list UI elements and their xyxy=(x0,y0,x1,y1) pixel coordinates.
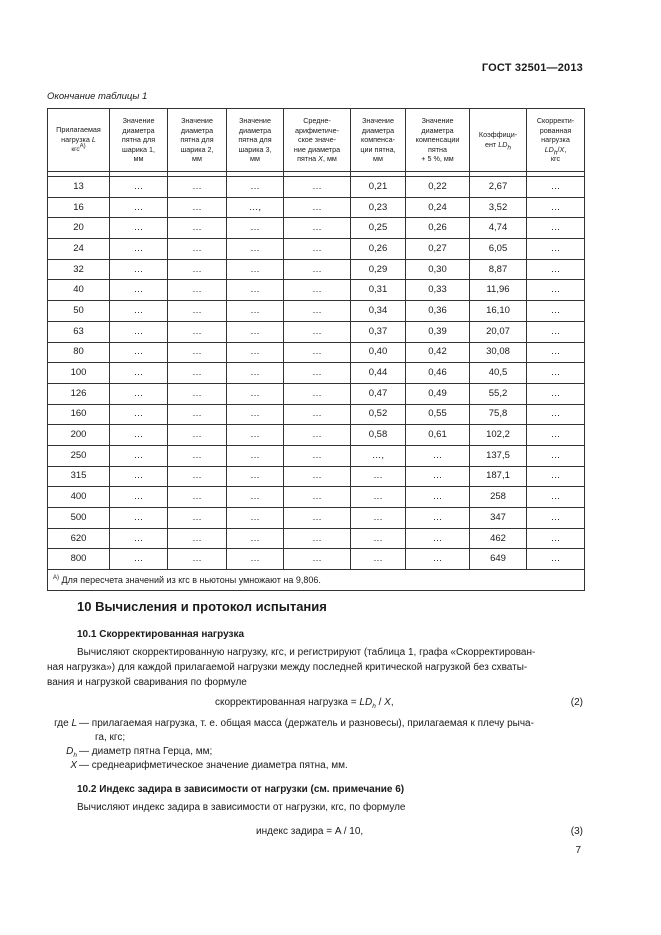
table-cell-load: 160 xyxy=(48,404,110,425)
table-cell-comp: 0,26 xyxy=(351,239,406,260)
table-cell-comp: 0,34 xyxy=(351,301,406,322)
table-cell-d3: … xyxy=(227,445,284,466)
table-cell-d2: … xyxy=(168,487,227,508)
table-cell-d2: … xyxy=(168,404,227,425)
table-cell-mean: … xyxy=(284,383,351,404)
column-header-d1: Значение диаметра пятна для шарика 1, мм xyxy=(110,109,168,172)
table-row xyxy=(48,383,585,404)
table-cell-d1: … xyxy=(110,280,168,301)
table-cell-comp: 0,21 xyxy=(351,177,406,198)
table-cell-load: 315 xyxy=(48,466,110,487)
table-cell-coef: 462 xyxy=(470,528,527,549)
table-cell-comp5: 0,22 xyxy=(406,177,470,198)
table-cell-corr: … xyxy=(527,301,585,322)
table-cell-comp: 0,44 xyxy=(351,363,406,384)
where-item xyxy=(47,731,584,745)
table-row xyxy=(48,549,585,570)
table-cell-d1: … xyxy=(110,239,168,260)
formula-2-number: (2) xyxy=(570,697,583,708)
table-cell-load: 40 xyxy=(48,280,110,301)
table-cell-d2: … xyxy=(168,549,227,570)
table-cell-coef: 3,52 xyxy=(470,197,527,218)
table-cell-d1: … xyxy=(110,363,168,384)
table-row xyxy=(48,445,585,466)
table-cell-mean: … xyxy=(284,301,351,322)
table-row xyxy=(48,301,585,322)
table-cell-corr: … xyxy=(527,528,585,549)
where-item xyxy=(47,745,584,759)
table-cell-d3: … xyxy=(227,508,284,529)
column-header-mean: Средне- арифметиче- ское значе- ние диаметра пятна X, мм xyxy=(284,109,351,172)
table-cell-corr: … xyxy=(527,239,585,260)
table-cell-mean: … xyxy=(284,508,351,529)
table-cell-d3: … xyxy=(227,528,284,549)
table-cell-comp: …, xyxy=(351,445,406,466)
table-footnote xyxy=(48,570,585,591)
table-cell-load: 24 xyxy=(48,239,110,260)
table-row xyxy=(48,218,585,239)
column-header-d3: Значение диаметра пятна для шарика 3, мм xyxy=(227,109,284,172)
where-text: — диаметр пятна Герца, мм; xyxy=(79,746,213,757)
table-cell-mean: … xyxy=(284,239,351,260)
table-cell-load: 200 xyxy=(48,425,110,446)
table-cell-d3: …, xyxy=(227,197,284,218)
table-cell-d3: … xyxy=(227,383,284,404)
table-cell-corr: … xyxy=(527,259,585,280)
table-cell-comp: 0,23 xyxy=(351,197,406,218)
table-row xyxy=(48,425,585,446)
table-cell-d3: … xyxy=(227,239,284,260)
table-cell-corr: … xyxy=(527,425,585,446)
column-header-d2: Значение диаметра пятна для шарика 2, мм xyxy=(168,109,227,172)
table-cell-comp: … xyxy=(351,528,406,549)
table-row xyxy=(48,508,585,529)
table-cell-d2: … xyxy=(168,528,227,549)
table-cell-comp5: … xyxy=(406,508,470,529)
table-cell-load: 20 xyxy=(48,218,110,239)
table-cell-d2: … xyxy=(168,280,227,301)
table-row xyxy=(48,280,585,301)
table-cell-corr: … xyxy=(527,383,585,404)
column-header-coef: Коэффици- ент $LD_h$ xyxy=(470,109,527,172)
table-cell-comp5: … xyxy=(406,528,470,549)
footnote-mark: А) xyxy=(53,575,59,582)
table-cell-d3: … xyxy=(227,301,284,322)
column-header-comp: Значение диаметра компенса- ции пятна, мм xyxy=(351,109,406,172)
table-cell-d1: … xyxy=(110,197,168,218)
table-cell-comp5: 0,55 xyxy=(406,404,470,425)
table-cell-mean: … xyxy=(284,404,351,425)
table-cell-coef: 11,96 xyxy=(470,280,527,301)
table-cell-coef: 649 xyxy=(470,549,527,570)
where-item xyxy=(47,717,584,731)
table-cell-corr: … xyxy=(527,466,585,487)
table-cell-corr: … xyxy=(527,445,585,466)
table-cell-d1: … xyxy=(110,259,168,280)
formula-3-number: (3) xyxy=(570,826,583,837)
table-caption: Окончание таблицы 1 xyxy=(47,91,148,102)
table-cell-coef: 2,67 xyxy=(470,177,527,198)
table-cell-coef: 258 xyxy=(470,487,527,508)
table-cell-coef: 75,8 xyxy=(470,404,527,425)
table-cell-d3: … xyxy=(227,466,284,487)
table-cell-d1: … xyxy=(110,549,168,570)
table-cell-d1: … xyxy=(110,487,168,508)
table-cell-comp5: … xyxy=(406,487,470,508)
table-cell-mean: … xyxy=(284,445,351,466)
table-row xyxy=(48,342,585,363)
table-cell-coef: 137,5 xyxy=(470,445,527,466)
table-cell-coef: 187,1 xyxy=(470,466,527,487)
column-header-corr: Скорректи- рованная нагрузка $LD_h/X$, кгс xyxy=(527,109,585,172)
table-cell-d3: … xyxy=(227,363,284,384)
table-cell-mean: … xyxy=(284,487,351,508)
table-cell-comp: 0,29 xyxy=(351,259,406,280)
section-10-2-title: 10.2 Индекс задира в зависимости от нагрузки (см. примечание 6) xyxy=(77,784,405,795)
table-cell-comp: … xyxy=(351,549,406,570)
table-cell-coef: 4,74 xyxy=(470,218,527,239)
table-cell-d2: … xyxy=(168,301,227,322)
table-cell-mean: … xyxy=(284,425,351,446)
table-cell-load: 400 xyxy=(48,487,110,508)
table-cell-d3: … xyxy=(227,177,284,198)
table-cell-comp5: 0,46 xyxy=(406,363,470,384)
table-cell-d2: … xyxy=(168,177,227,198)
table-row xyxy=(48,177,585,198)
table-cell-comp: 0,37 xyxy=(351,321,406,342)
table-cell-comp5: 0,24 xyxy=(406,197,470,218)
table-cell-mean: … xyxy=(284,197,351,218)
table-cell-comp5: 0,30 xyxy=(406,259,470,280)
table-cell-comp: 0,58 xyxy=(351,425,406,446)
where-symbol: X xyxy=(70,760,77,771)
table-cell-d1: … xyxy=(110,301,168,322)
footnote-text: Для пересчета значений из кгс в ньютоны умножают на 9,806. xyxy=(59,575,321,586)
table-cell-mean: … xyxy=(284,528,351,549)
table-row xyxy=(48,321,585,342)
table-cell-d1: … xyxy=(110,466,168,487)
table-cell-load: 50 xyxy=(48,301,110,322)
table-cell-comp5: 0,61 xyxy=(406,425,470,446)
table-cell-corr: … xyxy=(527,280,585,301)
table-cell-mean: … xyxy=(284,218,351,239)
data-table xyxy=(47,108,585,591)
column-header-load: Прилагаемая нагрузка L кгс$^{А)}$ xyxy=(48,109,110,172)
formula-3: индекс задира = A / 10, xyxy=(256,826,364,837)
table-cell-d2: … xyxy=(168,197,227,218)
table-cell-d2: … xyxy=(168,218,227,239)
table-cell-d1: … xyxy=(110,404,168,425)
table-cell-load: 500 xyxy=(48,508,110,529)
table-cell-load: 16 xyxy=(48,197,110,218)
table-cell-mean: … xyxy=(284,259,351,280)
table-cell-coef: 30,08 xyxy=(470,342,527,363)
paragraph-line: ная нагрузка») для каждой прилагаемой нагрузки между последней критической нагрузкой без схваты- xyxy=(47,662,528,673)
table-cell-comp5: 0,26 xyxy=(406,218,470,239)
table-cell-d2: … xyxy=(168,321,227,342)
table-cell-d2: … xyxy=(168,508,227,529)
table-cell-load: 13 xyxy=(48,177,110,198)
table-header-row xyxy=(48,109,585,172)
paragraph-line: Вычисляют скорректированную нагрузку, кгс, и регистрируют (таблица 1, графа «Скорректирован- xyxy=(77,647,536,658)
where-text: — среднеарифметическое значение диаметра пятна, мм. xyxy=(79,760,348,771)
where-symbol: $D_h$ xyxy=(66,746,77,759)
standard-header: ГОСТ 32501—2013 xyxy=(481,62,583,74)
table-cell-comp5: … xyxy=(406,445,470,466)
table-cell-load: 126 xyxy=(48,383,110,404)
where-text: — прилагаемая нагрузка, т. е. общая масса (держатель и разновесы), прилагаемая к плечу рыча- xyxy=(79,718,534,729)
table-cell-corr: … xyxy=(527,197,585,218)
table-cell-mean: … xyxy=(284,363,351,384)
table-cell-d1: … xyxy=(110,218,168,239)
table-cell-comp5: 0,36 xyxy=(406,301,470,322)
where-symbol: где L xyxy=(54,718,77,729)
table-cell-comp5: 0,39 xyxy=(406,321,470,342)
table-cell-comp5: … xyxy=(406,549,470,570)
table-cell-mean: … xyxy=(284,177,351,198)
table-cell-coef: 55,2 xyxy=(470,383,527,404)
table-cell-comp5: 0,33 xyxy=(406,280,470,301)
where-text: га, кгс; xyxy=(95,732,126,743)
table-cell-load: 80 xyxy=(48,342,110,363)
table-cell-comp5: 0,49 xyxy=(406,383,470,404)
table-cell-d2: … xyxy=(168,259,227,280)
table-cell-load: 620 xyxy=(48,528,110,549)
table-row xyxy=(48,404,585,425)
table-cell-d1: … xyxy=(110,321,168,342)
where-item xyxy=(47,759,584,773)
table-cell-coef: 20,07 xyxy=(470,321,527,342)
table-cell-d3: … xyxy=(227,321,284,342)
table-cell-d1: … xyxy=(110,342,168,363)
table-cell-d3: … xyxy=(227,259,284,280)
formula-2: скорректированная нагрузка = $LD_h$ / X, xyxy=(215,697,394,710)
table-cell-load: 32 xyxy=(48,259,110,280)
section-10-1-paragraph xyxy=(47,645,584,690)
table-cell-mean: … xyxy=(284,280,351,301)
table-row xyxy=(48,528,585,549)
table-cell-coef: 102,2 xyxy=(470,425,527,446)
table-cell-d1: … xyxy=(110,528,168,549)
table-cell-comp: … xyxy=(351,487,406,508)
table-cell-d1: … xyxy=(110,177,168,198)
table-cell-mean: … xyxy=(284,549,351,570)
table-cell-corr: … xyxy=(527,508,585,529)
table-row xyxy=(48,259,585,280)
table-row xyxy=(48,363,585,384)
table-cell-corr: … xyxy=(527,404,585,425)
table-cell-coef: 16,10 xyxy=(470,301,527,322)
table-cell-comp5: 0,27 xyxy=(406,239,470,260)
table-cell-corr: … xyxy=(527,321,585,342)
table-cell-d2: … xyxy=(168,383,227,404)
table-cell-comp: … xyxy=(351,508,406,529)
page-number: 7 xyxy=(575,845,581,856)
table-cell-d1: … xyxy=(110,383,168,404)
table-row xyxy=(48,487,585,508)
table-row xyxy=(48,197,585,218)
table-cell-comp5: … xyxy=(406,466,470,487)
section-10-title: 10 Вычисления и протокол испытания xyxy=(77,599,327,614)
table-cell-corr: … xyxy=(527,487,585,508)
section-10-1-title: 10.1 Скорректированная нагрузка xyxy=(77,629,245,640)
table-cell-comp: … xyxy=(351,466,406,487)
table-row xyxy=(48,466,585,487)
table-cell-coef: 6,05 xyxy=(470,239,527,260)
table-cell-d1: … xyxy=(110,445,168,466)
table-cell-load: 800 xyxy=(48,549,110,570)
table-cell-d2: … xyxy=(168,239,227,260)
paragraph-line: вания и нагрузкой сваривания по формуле xyxy=(47,677,247,688)
table-cell-d3: … xyxy=(227,404,284,425)
table-cell-d3: … xyxy=(227,425,284,446)
table-cell-comp: 0,47 xyxy=(351,383,406,404)
table-cell-load: 250 xyxy=(48,445,110,466)
table-cell-corr: … xyxy=(527,342,585,363)
footnote-row xyxy=(48,570,585,591)
table-cell-corr: … xyxy=(527,218,585,239)
table-cell-d3: … xyxy=(227,218,284,239)
table-cell-coef: 8,87 xyxy=(470,259,527,280)
table-cell-comp: 0,52 xyxy=(351,404,406,425)
table-cell-load: 63 xyxy=(48,321,110,342)
table-cell-mean: … xyxy=(284,321,351,342)
table-cell-coef: 40,5 xyxy=(470,363,527,384)
table-cell-d3: … xyxy=(227,487,284,508)
table-cell-load: 100 xyxy=(48,363,110,384)
table-cell-corr: … xyxy=(527,549,585,570)
table-cell-d2: … xyxy=(168,363,227,384)
table-cell-comp: 0,25 xyxy=(351,218,406,239)
table-cell-corr: … xyxy=(527,363,585,384)
table-cell-d2: … xyxy=(168,466,227,487)
table-cell-d3: … xyxy=(227,280,284,301)
table-cell-comp: 0,31 xyxy=(351,280,406,301)
table-cell-mean: … xyxy=(284,342,351,363)
table-cell-d2: … xyxy=(168,425,227,446)
table-cell-d2: … xyxy=(168,342,227,363)
table-cell-d2: … xyxy=(168,445,227,466)
table-cell-d1: … xyxy=(110,425,168,446)
table-cell-d3: … xyxy=(227,342,284,363)
table-cell-comp5: 0,42 xyxy=(406,342,470,363)
table-cell-coef: 347 xyxy=(470,508,527,529)
table-cell-comp: 0,40 xyxy=(351,342,406,363)
table-cell-mean: … xyxy=(284,466,351,487)
table-cell-d3: … xyxy=(227,549,284,570)
table-cell-d1: … xyxy=(110,508,168,529)
table-row xyxy=(48,239,585,260)
section-10-2-paragraph: Вычисляют индекс задира в зависимости от нагрузки, кгс, по формуле xyxy=(77,802,406,813)
table-cell-corr: … xyxy=(527,177,585,198)
column-header-comp5: Значение диаметра компенсации пятна + 5 %, мм xyxy=(406,109,470,172)
